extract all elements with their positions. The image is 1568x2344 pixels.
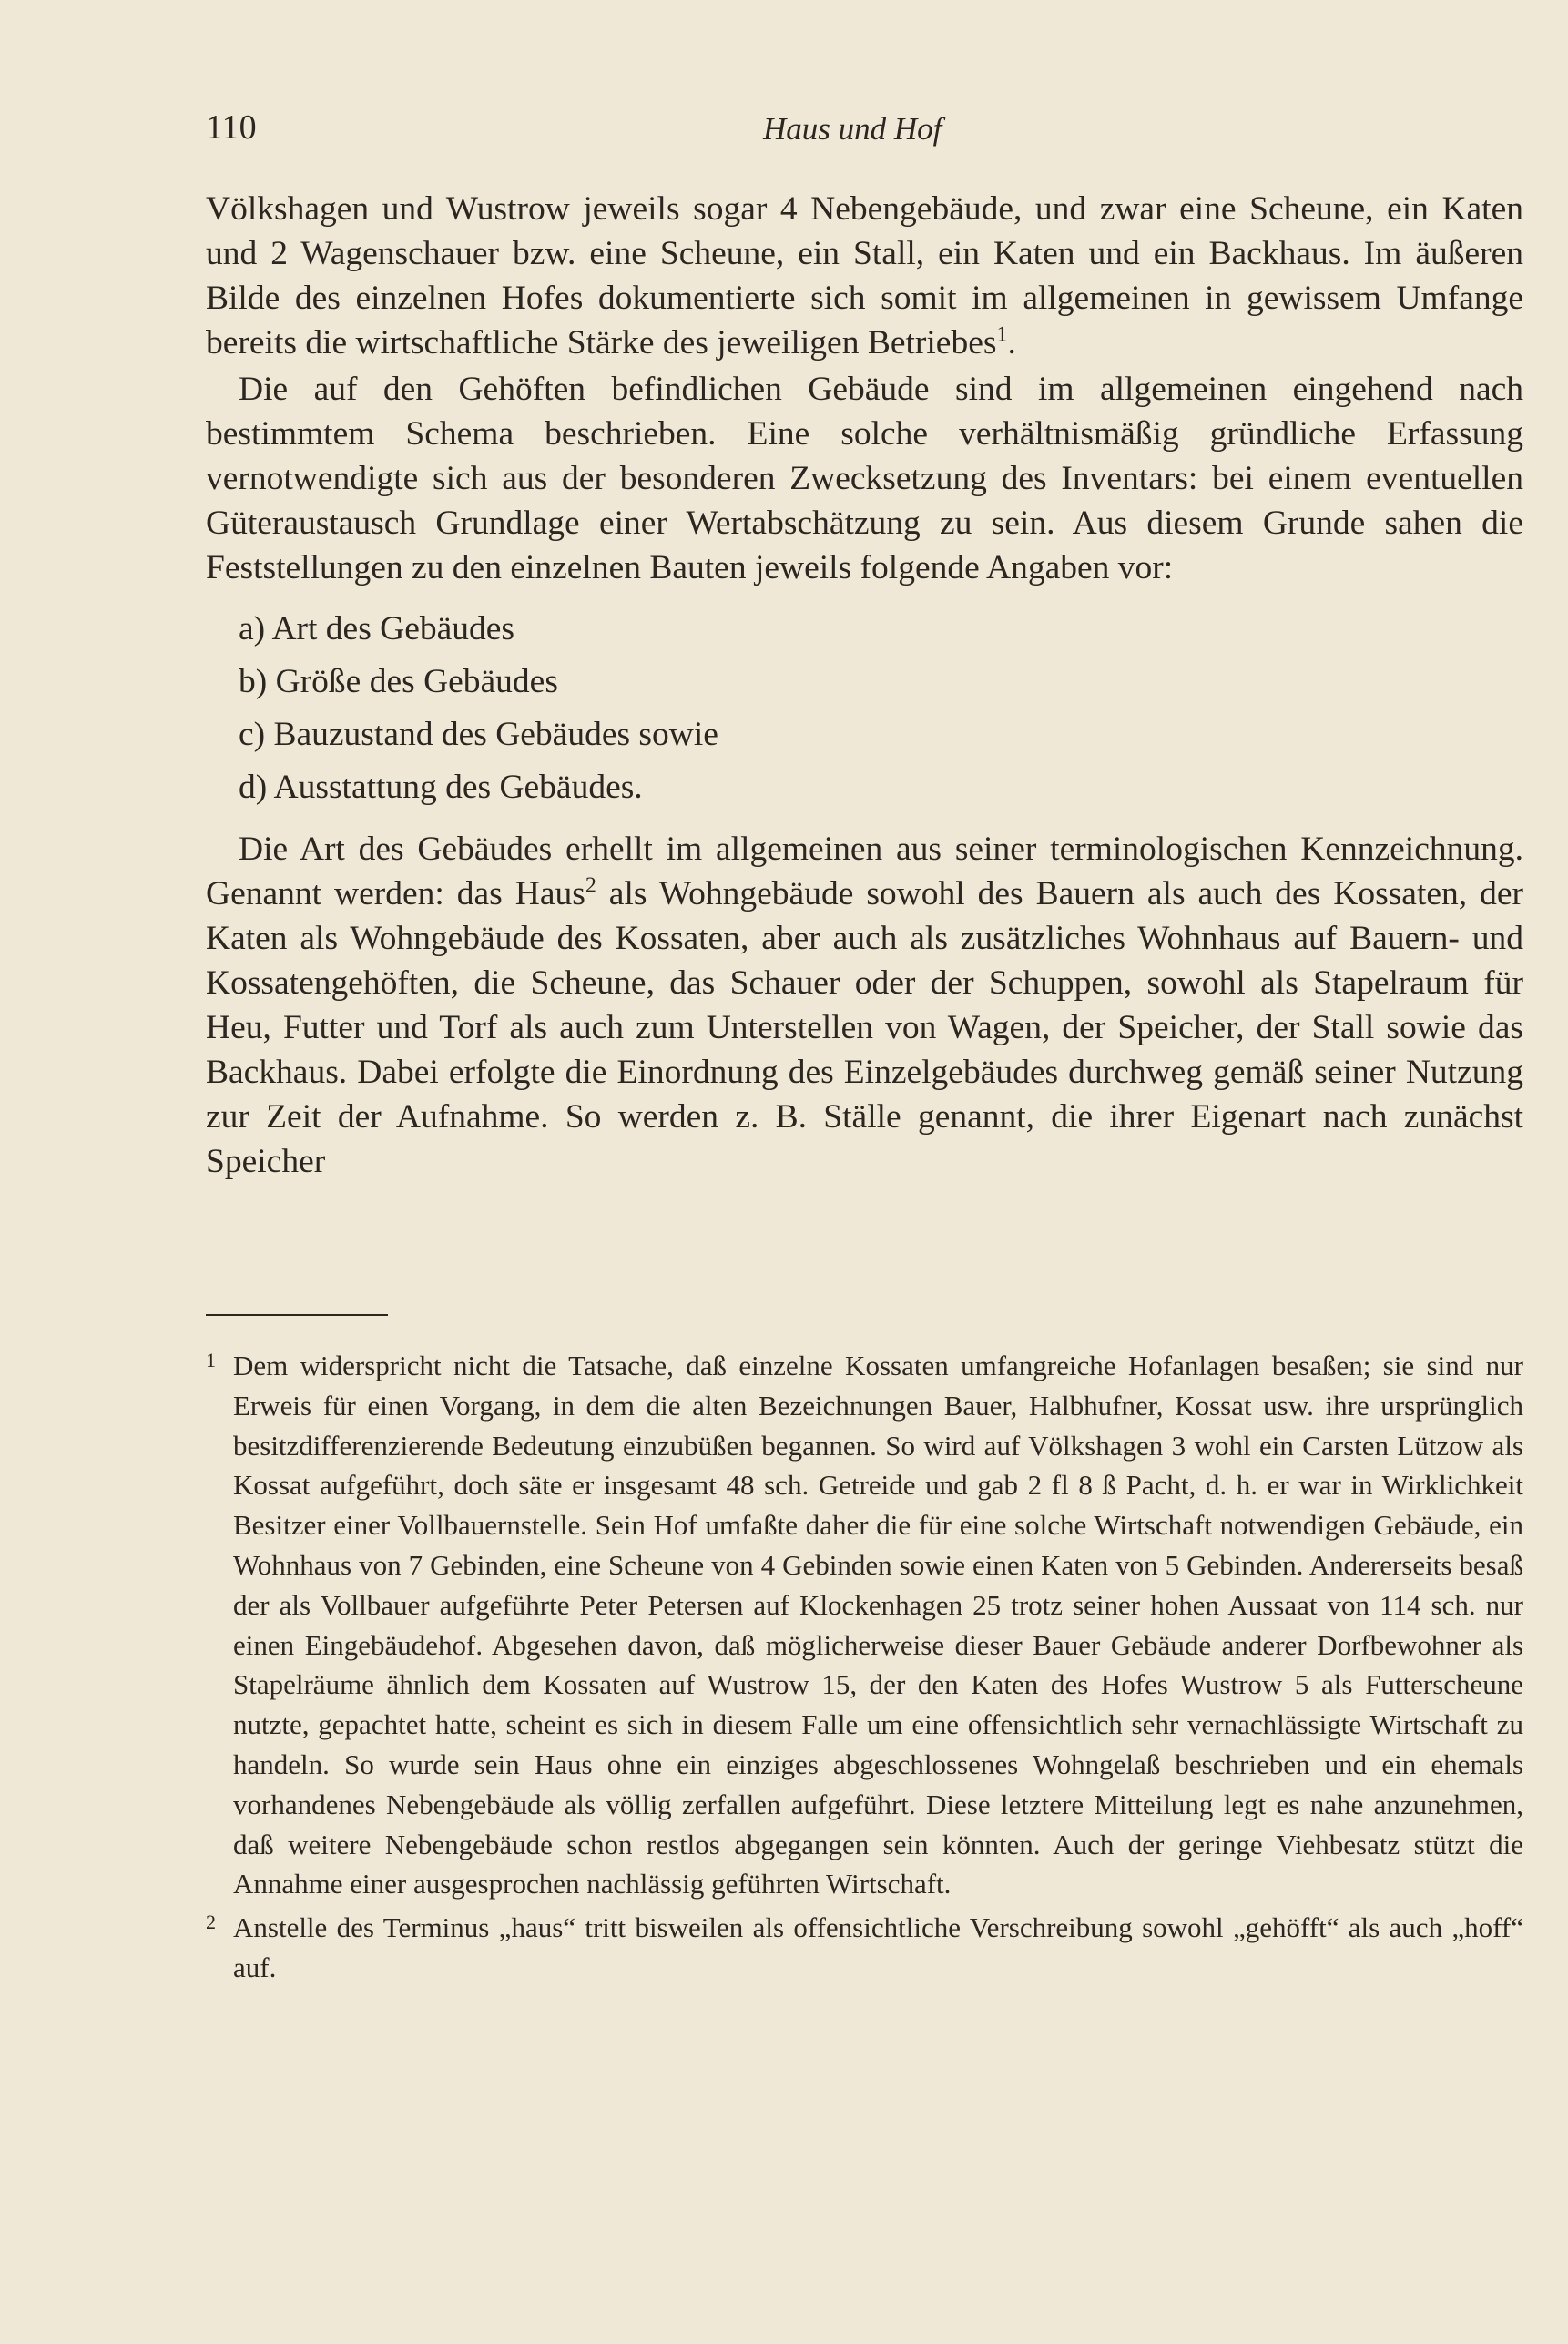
footnote-ref-2: 2 bbox=[585, 873, 596, 898]
paragraph-1-text: Völkshagen und Wustrow jeweils sogar 4 Nebengebäude, und zwar eine Scheune, ein Katen und 2 Wagenschauer bzw. eine Scheune, ein Stall, ein Katen und ein Backhaus. Im äußeren Bilde des einzelnen Hofes dokumentierte sich somit im allgemeinen in gewissem Umfange bereits die wirtschaftliche Stärke des jeweiligen Betriebes bbox=[206, 190, 1523, 362]
footnote-divider bbox=[206, 1314, 388, 1316]
footnote-1 bbox=[206, 1346, 1523, 1904]
footnote-ref-1: 1 bbox=[996, 322, 1008, 347]
paragraph-3 bbox=[206, 827, 1523, 1184]
paragraph-1-end: . bbox=[1007, 324, 1016, 362]
running-head: Haus und Hof bbox=[763, 111, 942, 147]
attribute-list bbox=[206, 603, 1523, 814]
paragraph-3-start: Die Art des Gebäudes erhellt im allgemeinen aus seiner terminologischen Kennzeichnung. Genannt werden: das Haus bbox=[206, 831, 1523, 912]
page-number: 110 bbox=[206, 108, 257, 147]
list-item: c) Bauzustand des Gebäudes sowie bbox=[239, 716, 718, 753]
footnote-2 bbox=[206, 1908, 1523, 1988]
footnote-mark: 2 bbox=[206, 1911, 216, 1934]
main-text bbox=[206, 187, 1523, 1184]
footnote-mark: 1 bbox=[206, 1349, 216, 1371]
footnotes bbox=[206, 1346, 1523, 1988]
list-item: a) Art des Gebäudes bbox=[239, 610, 515, 647]
page-header bbox=[206, 107, 1526, 162]
footnote-text: Anstelle des Terminus „haus“ tritt bisweilen als offensichtliche Verschreibung sowohl „gehöfft“ als auch „hoff“ auf. bbox=[233, 1911, 1523, 1983]
paragraph-1 bbox=[206, 187, 1523, 365]
paragraph-2: Die auf den Gehöften befindlichen Gebäude sind im allgemeinen eingehend nach bestimmtem Schema beschrieben. Eine solche verhältnismäßig gründliche Erfassung vernotwendigte sich aus der besonderen Zwecksetzung des Inventars: bei einem eventuellen Güteraustausch Grundlage einer Wertabschätzung zu sein. Aus diesem Grunde sahen die Feststellungen zu den einzelnen Bauten jeweils folgende Angaben vor: bbox=[206, 371, 1523, 586]
list-item: b) Größe des Gebäudes bbox=[239, 663, 558, 700]
paragraph-3-rest: als Wohngebäude sowohl des Bauern als auch des Kossaten, der Katen als Wohngebäude des Kossaten, aber auch als zusätzliches Wohnhaus auf Bauern- und Kossatengehöften, die Scheune, das Schauer oder der Schuppen, sowohl als Stapelraum für Heu, Futter und Torf als auch zum Unterstellen von Wagen, der Speicher, der Stall sowie das Backhaus. Dabei erfolgte die Einordnung des Einzelgebäudes durchweg gemäß seiner Nutzung zur Zeit der Aufnahme. So werden z. B. Ställe genannt, die ihrer Eigenart nach zunächst Speicher bbox=[206, 875, 1523, 1180]
list-item: d) Ausstattung des Gebäudes. bbox=[239, 769, 643, 806]
footnote-text: Dem widerspricht nicht die Tatsache, daß einzelne Kossaten umfangreiche Hofanlagen besaßen; sie sind nur Erweis für einen Vorgang, in dem die alten Bezeichnungen Bauer, Halbhufner, Kossat usw. ihre ursprünglich besitzdifferenzierende Bedeutung einzubüßen begannen. So wird auf Völkshagen 3 wohl ein Carsten Lützow als Kossat aufgeführt, doch säte er insgesamt 48 sch. Getreide und gab 2 fl 8 ß Pacht, d. h. er war in Wirklichkeit Besitzer einer Vollbauernstelle. Sein Hof umfaßte daher die für eine solche Wirtschaft notwendigen Gebäude, ein Wohnhaus von 7 Gebinden, eine Scheune von 4 Gebinden sowie einen Katen von 5 Gebinden. Andererseits besaß der als Vollbauer aufgeführte Peter Petersen auf Klockenhagen 25 trotz seiner hohen Aussaat von 114 sch. nur einen Eingebäudehof. Abgesehen davon, daß möglicherweise dieser Bauer Gebäude anderer Dorfbewohner als Stapelräume ähnlich dem Kossaten auf Wustrow 15, der den Katen des Hofes Wustrow 5 als Futterscheune nutzte, gepachtet hatte, scheint es sich in diesem Falle um eine offensichtlich sehr vernachlässigte Wirtschaft zu handeln. So wurde sein Haus ohne ein einziges abgeschlossenes Wohngelaß beschrieben und ein ehemals vorhandenes Nebengebäude als völlig zerfallen aufgeführt. Diese letztere Mitteilung legt es nahe anzunehmen, daß weitere Nebengebäude schon restlos abgegangen sein könnten. Auch der geringe Viehbesatz stützt die Annahme einer ausgesprochen nachlässig geführten Wirtschaft. bbox=[233, 1350, 1523, 1901]
